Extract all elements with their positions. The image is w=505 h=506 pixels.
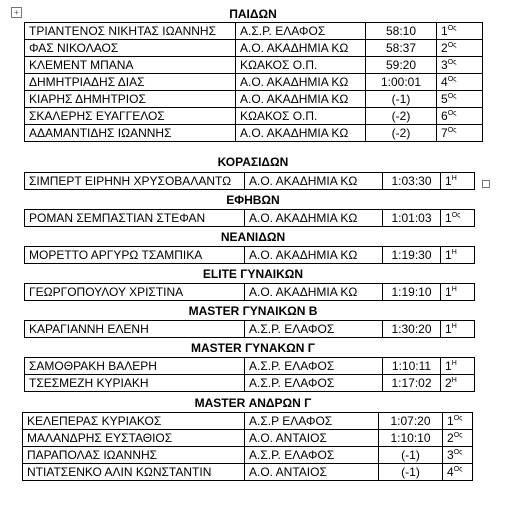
- table-row: [23, 464, 473, 481]
- table-row: [25, 247, 475, 264]
- finish-time: 1:03:30: [383, 173, 441, 190]
- section-title: ΚΟΡΑΣΙΔΩΝ: [217, 155, 289, 169]
- placement-number: 1: [445, 248, 452, 262]
- athlete-name: ΑΔΑΜΑΝΤΙΔΗΣ ΙΩΑΝΝΗΣ: [25, 125, 236, 142]
- finish-time: 1:17:02: [383, 375, 441, 392]
- placement-suffix: Ος: [447, 25, 457, 32]
- finish-time: 1:00:01: [366, 74, 437, 91]
- finish-time: 1:10:10: [379, 430, 443, 447]
- club-name: Α.Ο. ΑΚΑΔΗΜΙΑ ΚΩ: [236, 74, 366, 91]
- table-row: [25, 23, 483, 40]
- club-name: Α.Ο. ΑΚΑΔΗΜΙΑ ΚΩ: [245, 284, 383, 301]
- table-row: [25, 108, 483, 125]
- finish-time: (-1): [379, 447, 443, 464]
- club-name: Α.Σ.Ρ. ΕΛΑΦΟΣ: [245, 375, 383, 392]
- club-name: Α.Σ.Ρ. ΕΛΑΦΟΣ: [245, 358, 383, 375]
- finish-time: 58:10: [366, 23, 437, 40]
- placement-number: 2: [445, 376, 452, 390]
- athlete-name: ΤΣΕΣΜΕΖΗ ΚΥΡΙΑΚΗ: [25, 375, 245, 392]
- finish-time: (-2): [366, 125, 437, 142]
- club-name: Α.Σ.Ρ. ΕΛΑΦΟΣ: [245, 321, 383, 338]
- finish-time: 1:19:30: [383, 247, 441, 264]
- results-table: [24, 283, 475, 301]
- club-name: ΚΩΑΚΟΣ Ο.Π.: [236, 108, 366, 125]
- placement: [437, 23, 483, 40]
- placement: [437, 74, 483, 91]
- placement-suffix: Ος: [447, 127, 457, 134]
- placement-suffix: Η: [451, 286, 457, 293]
- club-name: Α.Ο. ΑΚΑΔΗΜΙΑ ΚΩ: [245, 173, 383, 190]
- placement-suffix: Ος: [453, 466, 463, 473]
- placement-number: 3: [441, 58, 448, 72]
- athlete-name: ΔΗΜΗΤΡΙΑΔΗΣ ΔΙΑΣ: [25, 74, 236, 91]
- club-name: ΚΩΑΚΟΣ Ο.Π.: [236, 57, 366, 74]
- results-table: [22, 412, 473, 481]
- table-row: [23, 447, 473, 464]
- placement-number: 2: [447, 431, 454, 445]
- placement-number: 4: [441, 75, 448, 89]
- section-title: ΠΑΙΔΩΝ: [229, 7, 277, 21]
- placement-number: 4: [447, 465, 454, 479]
- placement: [437, 108, 483, 125]
- athlete-name: ΡΟΜΑΝ ΣΕΜΠΑΣΤΙΑΝ ΣΤΕΦΑΝ: [25, 210, 245, 227]
- club-name: Α.Ο. ΑΚΑΔΗΜΙΑ ΚΩ: [245, 210, 383, 227]
- athlete-name: ΚΑΡΑΓΙΑΝΝΗ ΕΛΕΝΗ: [25, 321, 245, 338]
- athlete-name: ΣΙΜΠΕΡΤ ΕΙΡΗΝΗ ΧΡΥΣΟΒΑΛΑΝΤΩ: [25, 173, 245, 190]
- club-name: Α.Ο. ΑΚΑΔΗΜΙΑ ΚΩ: [236, 91, 366, 108]
- table-row: [25, 358, 475, 375]
- club-name: Α.Σ.Ρ ΕΛΑΦΟΣ: [245, 413, 379, 430]
- placement-number: 5: [441, 92, 448, 106]
- placement-number: 1: [445, 359, 452, 373]
- table-row: [25, 91, 483, 108]
- table-row: [23, 430, 473, 447]
- table-row: [25, 40, 483, 57]
- placement: [437, 57, 483, 74]
- table-row: [25, 210, 475, 227]
- table-row: [25, 57, 483, 74]
- placement-suffix: Η: [451, 377, 457, 384]
- results-table: [24, 209, 475, 227]
- finish-time: 1:30:20: [383, 321, 441, 338]
- placement: [441, 284, 475, 301]
- club-name: Α.Ο. ΑΚΑΔΗΜΙΑ ΚΩ: [245, 247, 383, 264]
- club-name: Α.Ο. ΑΝΤΑΙΟΣ: [245, 430, 379, 447]
- table-row: [25, 375, 475, 392]
- table-row: [23, 413, 473, 430]
- finish-time: 58:37: [366, 40, 437, 57]
- placement-suffix: Ος: [447, 110, 457, 117]
- finish-time: 1:01:03: [383, 210, 441, 227]
- athlete-name: ΓΕΩΡΓΟΠΟΥΛΟΥ ΧΡΙΣΤΙΝΑ: [25, 284, 245, 301]
- finish-time: 1:07:20: [379, 413, 443, 430]
- placement-number: 1: [441, 24, 448, 38]
- finish-time: (-2): [366, 108, 437, 125]
- placement-suffix: Ος: [453, 432, 463, 439]
- table-move-icon[interactable]: +: [11, 7, 22, 18]
- section-title: MASTER ΓΥΝΑΙΚΩΝ Β: [188, 304, 318, 318]
- placement-suffix: Ος: [453, 449, 463, 456]
- results-table: [24, 357, 475, 392]
- placement-suffix: Ος: [447, 76, 457, 83]
- section-title: ΕΦΗΒΩΝ: [226, 193, 280, 207]
- placement: [441, 321, 475, 338]
- placement: [437, 125, 483, 142]
- placement-suffix: Ος: [447, 59, 457, 66]
- athlete-name: ΚΕΛΕΠΕΡΑΣ ΚΥΡΙΑΚΟΣ: [23, 413, 245, 430]
- placement-number: 6: [441, 109, 448, 123]
- placement: [441, 375, 475, 392]
- athlete-name: ΣΚΑΛΕΡΗΣ ΕΥΑΓΓΕΛΟΣ: [25, 108, 236, 125]
- placement-number: 2: [441, 41, 448, 55]
- placement-suffix: Η: [451, 249, 457, 256]
- placement: [437, 40, 483, 57]
- table-row: [25, 284, 475, 301]
- club-name: Α.Σ.Ρ. ΕΛΑΦΟΣ: [236, 23, 366, 40]
- finish-time: 1:19:10: [383, 284, 441, 301]
- placement-number: 1: [445, 322, 452, 336]
- placement: [441, 247, 475, 264]
- finish-time: (-1): [366, 91, 437, 108]
- section-title: MASTER ΑΝΔΡΩΝ Γ: [194, 396, 312, 410]
- placement-suffix: Η: [451, 360, 457, 367]
- athlete-name: ΣΑΜΟΘΡΑΚΗ ΒΑΛΕΡΗ: [25, 358, 245, 375]
- table-resize-handle[interactable]: [482, 180, 490, 188]
- table-row: [25, 321, 475, 338]
- placement-suffix: Η: [451, 323, 457, 330]
- results-table: [24, 22, 483, 142]
- athlete-name: ΜΟΡΕΤΤΟ ΑΡΓΥΡΩ ΤΣΑΜΠΙΚΑ: [25, 247, 245, 264]
- placement: [443, 447, 473, 464]
- section-title: ΝΕΑΝΙΔΩΝ: [220, 230, 286, 244]
- placement-suffix: Η: [451, 175, 457, 182]
- athlete-name: ΚΙΑΡΗΣ ΔΗΜΗΤΡΙΟΣ: [25, 91, 236, 108]
- athlete-name: ΜΑΛΑΝΔΡΗΣ ΕΥΣΤΑΘΙΟΣ: [23, 430, 245, 447]
- athlete-name: ΝΤΙΑΤΣΕΝΚΟ ΑΛΙΝ ΚΩΝΣΤΑΝΤΙΝ: [23, 464, 245, 481]
- placement-number: 1: [447, 414, 454, 428]
- finish-time: (-1): [379, 464, 443, 481]
- placement-number: 7: [441, 126, 448, 140]
- placement-suffix: Ος: [447, 93, 457, 100]
- results-table: [24, 172, 475, 190]
- placement: [443, 430, 473, 447]
- section-title: ELITE ΓΥΝΑΙΚΩΝ: [202, 267, 304, 281]
- placement-suffix: Ος: [447, 42, 457, 49]
- club-name: Α.Ο. ΑΚΑΔΗΜΙΑ ΚΩ: [236, 40, 366, 57]
- club-name: Α.Ο. ΑΝΤΑΙΟΣ: [245, 464, 379, 481]
- results-table: [24, 246, 475, 264]
- table-row: [25, 125, 483, 142]
- placement-number: 1: [445, 285, 452, 299]
- athlete-name: ΦΑΣ ΝΙΚΟΛΑΟΣ: [25, 40, 236, 57]
- placement: [441, 210, 475, 227]
- club-name: Α.Σ.Ρ. ΕΛΑΦΟΣ: [245, 447, 379, 464]
- table-row: [25, 74, 483, 91]
- placement-suffix: Ος: [451, 212, 461, 219]
- placement-suffix: Ος: [453, 415, 463, 422]
- athlete-name: ΚΛΕΜΕΝΤ ΜΠΑΝΑ: [25, 57, 236, 74]
- placement-number: 1: [445, 211, 452, 225]
- placement-number: 3: [447, 448, 454, 462]
- table-row: [25, 173, 475, 190]
- club-name: Α.Ο. ΑΚΑΔΗΜΙΑ ΚΩ: [236, 125, 366, 142]
- placement: [437, 91, 483, 108]
- finish-time: 59:20: [366, 57, 437, 74]
- placement: [443, 464, 473, 481]
- placement: [441, 173, 475, 190]
- athlete-name: ΠΑΡΑΠΟΛΑΣ ΙΩΑΝΝΗΣ: [23, 447, 245, 464]
- results-table: [24, 320, 475, 338]
- placement: [441, 358, 475, 375]
- athlete-name: ΤΡΙΑΝΤΕΝΟΣ ΝΙΚΗΤΑΣ ΙΩΑΝΝΗΣ: [25, 23, 236, 40]
- section-title: MASTER ΓΥΝΑΚΩΝ Γ: [190, 341, 316, 355]
- finish-time: 1:10:11: [383, 358, 441, 375]
- placement-number: 1: [445, 174, 452, 188]
- placement: [443, 413, 473, 430]
